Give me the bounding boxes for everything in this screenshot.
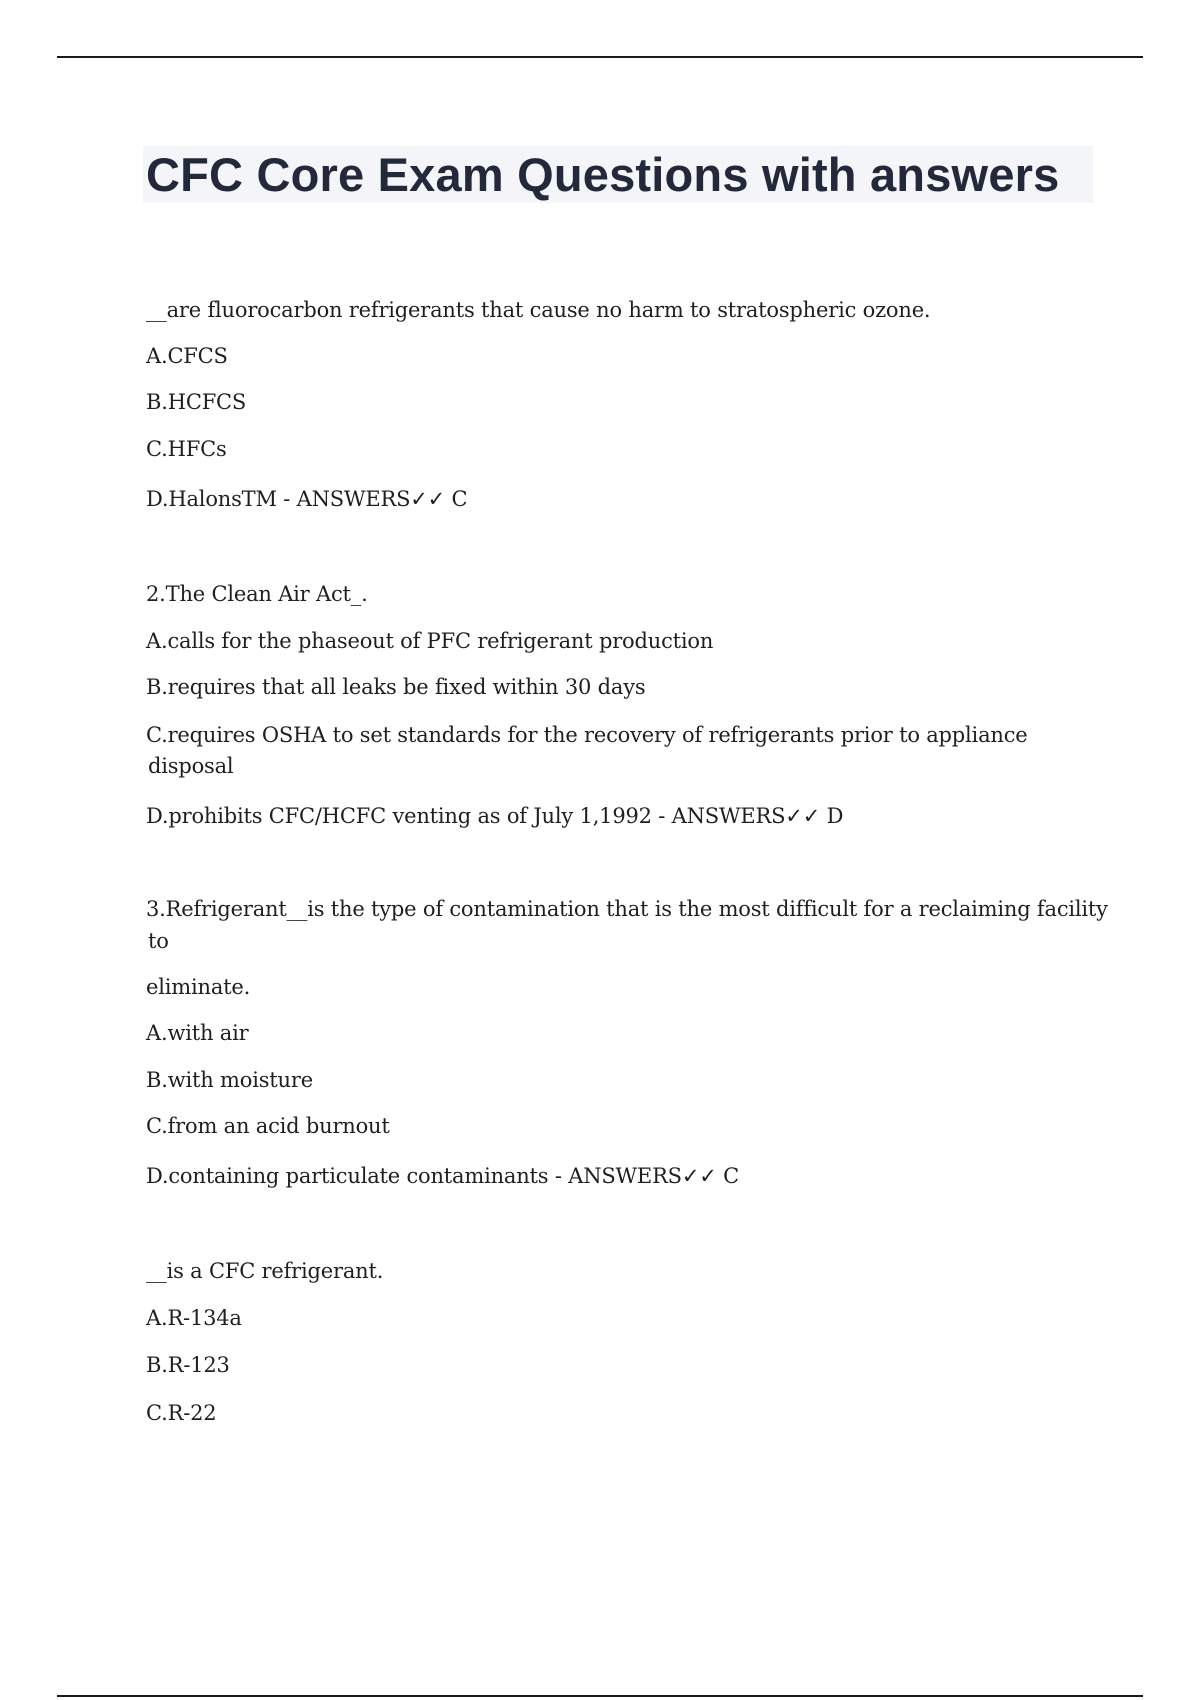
question-2-option-b: B.requires that all leaks be fixed within 30 days [146,675,646,699]
page-title: CFC Core Exam Questions with answers [146,148,1060,201]
question-4-stem: __is a CFC refrigerant. [146,1259,384,1283]
question-2-option-c: C.requires OSHA to set standards for the recovery of refrigerants prior to appliance [146,723,1028,747]
question-3-stem-cont: to [148,929,169,953]
question-3-stem-cont2: eliminate. [146,975,251,999]
question-3-option-a: A.with air [146,1021,249,1045]
question-1-stem: __are fluorocarbon refrigerants that cause no harm to stratospheric ozone. [146,298,931,322]
question-4-option-a: A.R-134a [146,1306,242,1330]
question-2-option-c-cont: disposal [148,754,234,778]
top-rule [57,56,1143,58]
question-3-stem: 3.Refrigerant__is the type of contamination that is the most difficult for a reclaiming facility [146,897,1108,921]
question-1-option-a: A.CFCS [146,344,228,368]
question-4-option-c: C.R-22 [146,1401,217,1425]
question-1-option-b: B.HCFCS [146,390,247,414]
question-3-option-d-answer: D.containing particulate contaminants - ANSWERS✓✓ C [146,1164,739,1188]
question-2-option-a: A.calls for the phaseout of PFC refrigerant production [146,629,714,653]
question-4-option-b: B.R-123 [146,1353,230,1377]
title-highlight [143,146,1093,203]
question-1-option-c: C.HFCs [146,437,227,461]
question-2-option-d-answer: D.prohibits CFC/HCFC venting as of July 1,1992 - ANSWERS✓✓ D [146,804,844,828]
question-2-stem: 2.The Clean Air Act_. [146,582,368,606]
question-1-option-d-answer: D.HalonsTM - ANSWERS✓✓ C [146,487,468,511]
question-3-option-c: C.from an acid burnout [146,1114,390,1138]
bottom-rule [57,1695,1143,1697]
question-3-option-b: B.with moisture [146,1068,313,1092]
